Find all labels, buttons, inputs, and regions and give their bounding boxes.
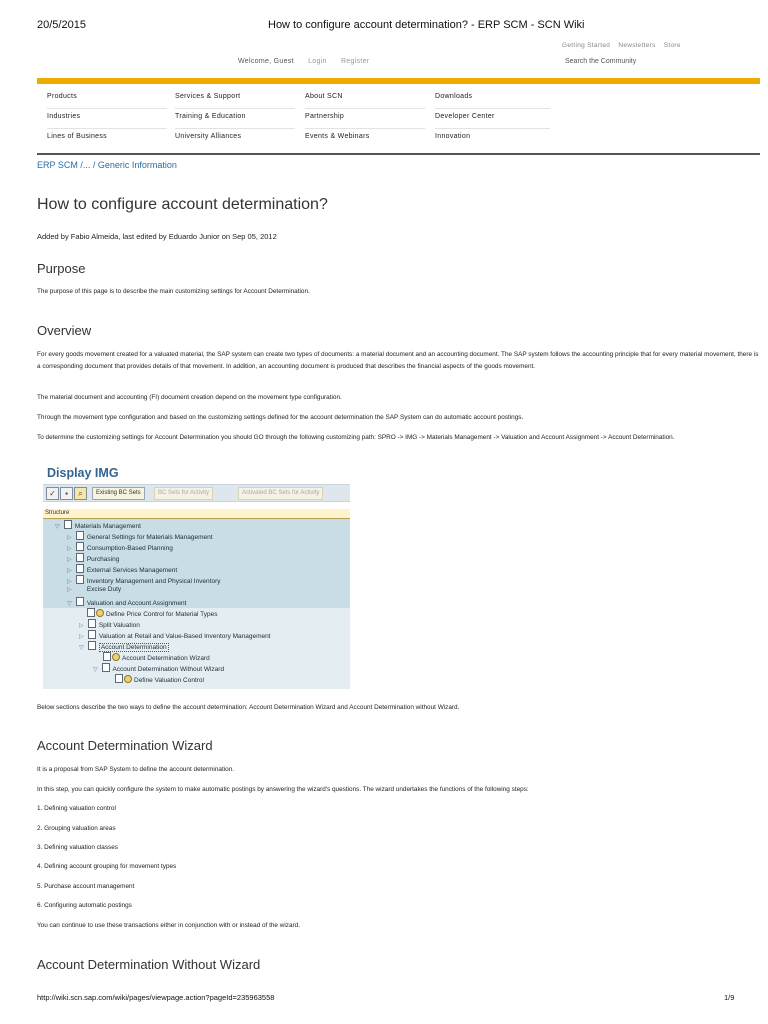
overview-paragraph: For every goods movement created for a valuated material, the SAP system can create two types of documents: a material document and an accounting document. The SAP system follows the accounting principle that for every material movement, there is a corresponding document that provides details of that movement. In addition, an accounting document is produced that describes the financial aspects of the goods movement. bbox=[37, 351, 759, 370]
print-page-title: How to configure account determination? - ERP SCM - SCN Wiki bbox=[268, 19, 585, 31]
existing-bc-sets-button: Existing BC Sets bbox=[92, 487, 145, 500]
bc-sets-activity-button: BC Sets for Activity bbox=[154, 487, 213, 500]
activated-bc-sets-button: Activated BC Sets for Activity bbox=[238, 487, 323, 500]
purpose-heading: Purpose bbox=[37, 261, 86, 276]
nav-about-scn[interactable]: About SCN bbox=[305, 93, 343, 100]
nav-developer-center[interactable]: Developer Center bbox=[435, 113, 495, 120]
nav-industries[interactable]: Industries bbox=[47, 113, 81, 120]
tree-item: ▷ External Services Management bbox=[67, 564, 177, 574]
without-wizard-heading: Account Determination Without Wizard bbox=[37, 957, 261, 972]
nav-divider bbox=[305, 108, 425, 109]
newsletters-link[interactable]: Newsletters bbox=[618, 42, 656, 49]
nav-university-alliances[interactable]: University Alliances bbox=[175, 133, 242, 140]
overview-paragraph: The material document and accounting (FI) document creation depend on the movement type configuration. bbox=[37, 394, 342, 401]
store-link[interactable]: Store bbox=[663, 42, 681, 49]
nav-divider bbox=[305, 128, 425, 129]
purpose-text: The purpose of this page is to describe the main customizing settings for Account Determination. bbox=[37, 288, 310, 295]
nav-training-education[interactable]: Training & Education bbox=[175, 113, 246, 120]
overview-paragraph: To determine the customizing settings for Account Determination you should GO through the following customizing path: SPRO -> IMG -> Materials Management -> Valuation and Account Assignment -> Account Determination. bbox=[37, 434, 675, 441]
wizard-paragraph: In this step, you can quickly configure the system to make automatic postings by answering the wizard's questions. The wizard undertakes the functions of the following steps: bbox=[37, 786, 529, 793]
tree-item: ▷ Consumption-Based Planning bbox=[67, 542, 173, 552]
img-structure-tree bbox=[43, 509, 350, 689]
nav-divider bbox=[175, 128, 295, 129]
print-date: 20/5/2015 bbox=[37, 19, 86, 31]
utility-links bbox=[562, 42, 687, 49]
wizard-step: 2. Grouping valuation areas bbox=[37, 825, 116, 832]
welcome-text: Welcome, Guest bbox=[238, 58, 294, 65]
nav-lines-of-business[interactable]: Lines of Business bbox=[47, 133, 107, 140]
find-icon: ⌕ bbox=[74, 487, 87, 500]
wizard-step: 6. Configuring automatic postings bbox=[37, 902, 132, 909]
overview-heading: Overview bbox=[37, 323, 92, 338]
tree-item: Account Determination Wizard bbox=[103, 652, 210, 662]
nav-events-webinars[interactable]: Events & Webinars bbox=[305, 133, 370, 140]
tree-item-selected: ▽ Account Determination bbox=[79, 641, 169, 651]
overview-paragraph: Through the movement type configuration and based on the customizing settings defined for the account determination the SAP System can do automatic account postings. bbox=[37, 414, 524, 421]
tree-item: ▷ Purchasing bbox=[67, 553, 119, 563]
nav-services-support[interactable]: Services & Support bbox=[175, 93, 241, 100]
wizard-heading: Account Determination Wizard bbox=[37, 738, 213, 753]
nav-innovation[interactable]: Innovation bbox=[435, 133, 471, 140]
search-community-input[interactable]: Search the Community bbox=[565, 58, 637, 65]
wizard-step: 4. Defining account grouping for movement types bbox=[37, 863, 177, 870]
display-img-title: Display IMG bbox=[47, 466, 119, 480]
print-url: http://wiki.scn.sap.com/wiki/pages/viewpage.action?pageId=235963558 bbox=[37, 993, 275, 1002]
nav-divider bbox=[435, 128, 550, 129]
nav-partnership[interactable]: Partnership bbox=[305, 113, 345, 120]
page-title: How to configure account determination? bbox=[37, 196, 328, 213]
tree-item: Define Valuation Control bbox=[115, 674, 204, 684]
nav-products[interactable]: Products bbox=[47, 93, 78, 100]
nav-divider bbox=[175, 108, 295, 109]
login-link[interactable]: Login bbox=[308, 58, 327, 65]
register-link[interactable]: Register bbox=[340, 58, 370, 65]
welcome-bar bbox=[238, 58, 381, 65]
print-page-number: 1/9 bbox=[724, 993, 735, 1002]
wizard-paragraph: It is a proposal from SAP System to define the account determination. bbox=[37, 766, 235, 773]
main-navigation bbox=[37, 84, 760, 155]
breadcrumb[interactable]: ERP SCM /... / Generic Information bbox=[37, 160, 177, 170]
wizard-paragraph: You can continue to use these transactions either in conjunction with or instead of the wizard. bbox=[37, 922, 301, 929]
nav-divider bbox=[47, 128, 167, 129]
nav-downloads[interactable]: Downloads bbox=[435, 93, 473, 100]
tree-header: Structure bbox=[43, 509, 350, 519]
tree-item: Define Price Control for Material Types bbox=[87, 608, 218, 618]
tree-item: ▷ Inventory Management and Physical Inventory bbox=[67, 575, 221, 585]
tree-item: ▷ Excise Duty bbox=[67, 586, 122, 593]
check-icon: ✓ bbox=[46, 487, 59, 500]
wizard-step: 3. Defining valuation classes bbox=[37, 844, 118, 851]
display-img-screenshot bbox=[37, 463, 350, 689]
tree-item: ▽ Materials Management bbox=[55, 520, 141, 530]
nav-divider bbox=[47, 108, 167, 109]
tree-item: ▽ Account Determination Without Wizard bbox=[93, 663, 224, 673]
save-icon: ▪ bbox=[60, 487, 73, 500]
tree-item: ▷ Split Valuation bbox=[79, 619, 140, 629]
sections-intro: Below sections describe the two ways to define the account determination: Account Determination Wizard and Account Determination without Wizard. bbox=[37, 704, 460, 711]
img-toolbar bbox=[43, 484, 350, 502]
nav-divider bbox=[435, 108, 550, 109]
tree-item: ▷ General Settings for Materials Management bbox=[67, 531, 213, 541]
tree-item: ▷ Valuation at Retail and Value-Based Inventory Management bbox=[79, 630, 271, 640]
tree-item: ▽ Valuation and Account Assignment bbox=[67, 597, 186, 607]
wizard-step: 1. Defining valuation control bbox=[37, 805, 116, 812]
getting-started-link[interactable]: Getting Started bbox=[562, 42, 611, 49]
page-meta: Added by Fabio Almeida, last edited by Eduardo Junior on Sep 05, 2012 bbox=[37, 232, 277, 241]
wizard-step: 5. Purchase account management bbox=[37, 883, 135, 890]
